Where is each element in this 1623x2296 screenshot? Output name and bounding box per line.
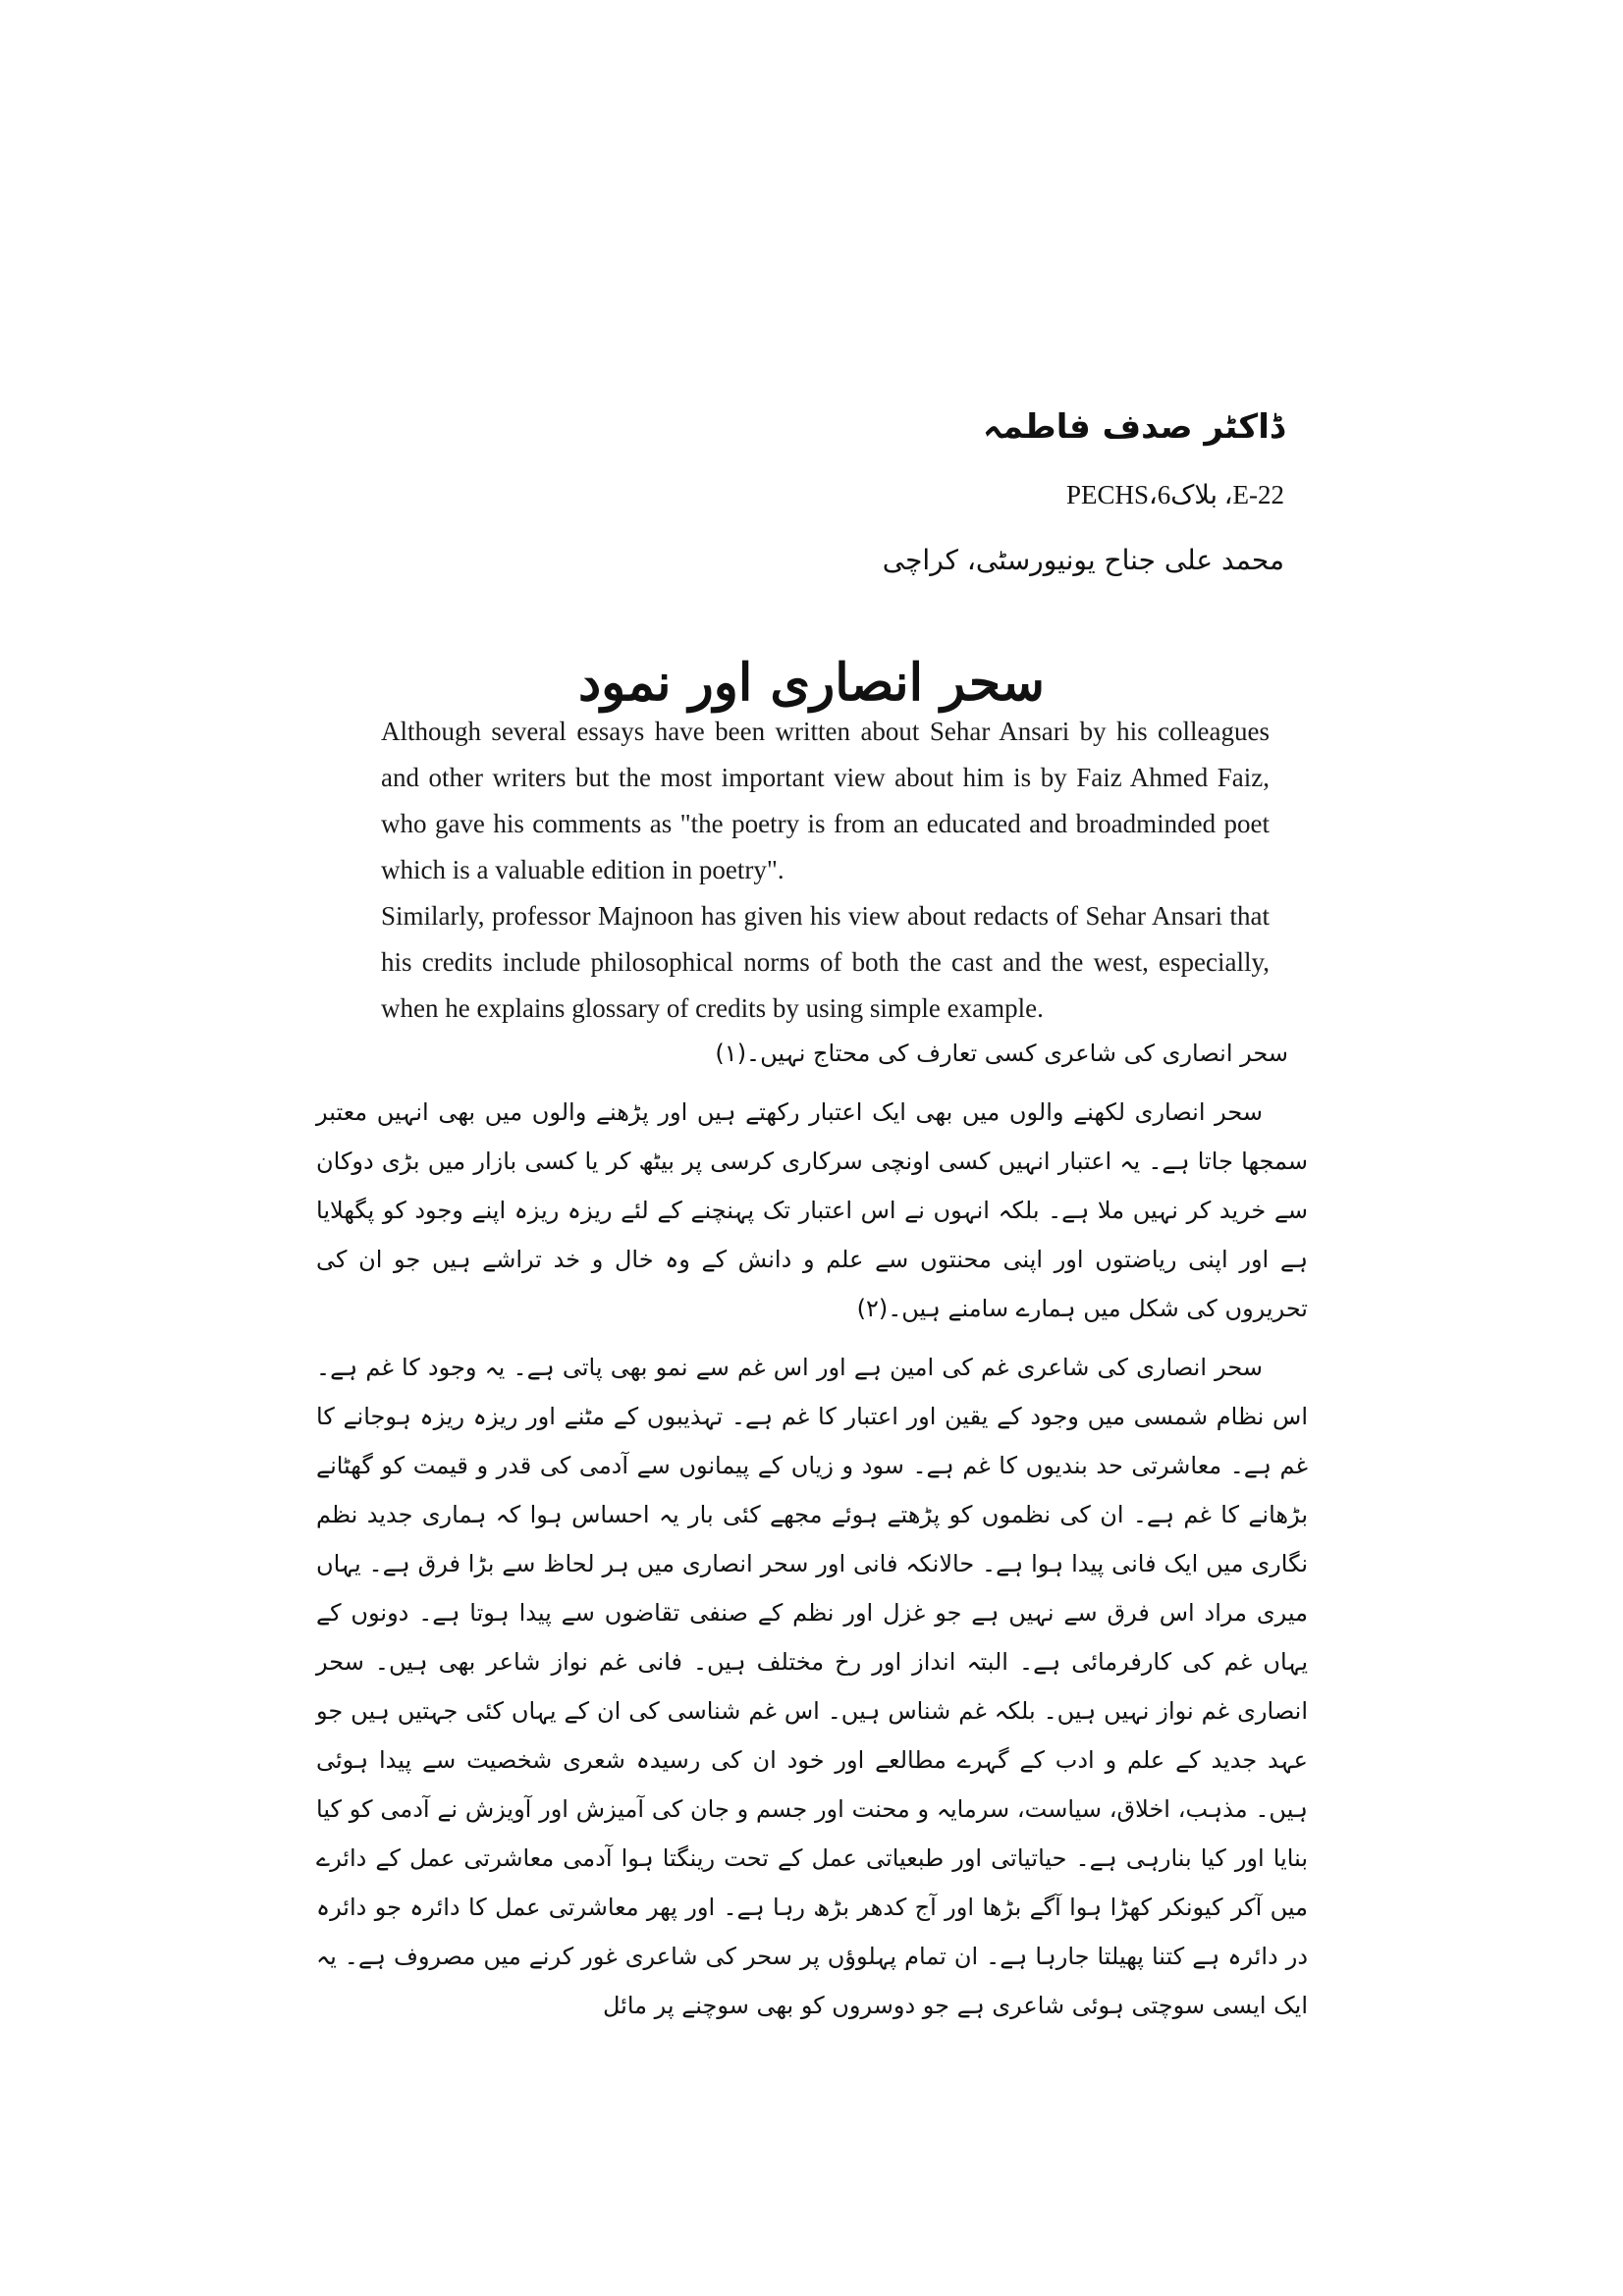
author-name: ڈاکٹر صدف فاطمہ [982,407,1284,447]
author-affiliation: محمد علی جناح یونیورسٹی، کراچی [882,544,1284,576]
urdu-body-text [316,1029,1308,2040]
english-abstract [381,709,1270,1032]
author-address: 22-E، بلاک6،PECHS [1065,480,1284,509]
author-block [597,404,1284,581]
article-title: سحر انصاری اور نمود [577,653,1046,713]
body-paragraph: سحر انصاری لکھنے والوں میں بھی ایک اعتبار رکھتے ہیں اور پڑھنے والوں میں بھی انہیں معتبر سمجھا جاتا ہے۔ یہ اعتبار انہیں کسی اونچی سرکاری کرسی پر بیٹھ کر یا کسی بازار میں بڑی دوکان سے خرید کر نہیں ملا ہے۔ بلکہ انہوں نے اس اعتبار تک پہنچنے کے لئے ریزہ ریزہ اپنے وجود کو پگھلایا ہے اور اپنی ریاضتوں اور اپنی محنتوں سے علم و دانش کے وہ خال و خد تراشے ہیں جو ان کی تحریروں کی شکل میں ہمارے سامنے ہیں۔(۲) [316,1098,1308,1322]
body-paragraph: سحر انصاری کی شاعری غم کی امین ہے اور اس غم سے نمو بھی پاتی ہے۔ یہ وجود کا غم ہے۔ اس نظام شمسی میں وجود کے یقین اور اعتبار کا غم ہے۔ تہذیبوں کے مٹنے اور ریزہ ریزہ ہوجانے کا غم ہے۔ معاشرتی حد بندیوں کا غم ہے۔ سود و زیاں کے پیمانوں سے آدمی کی قدر و قیمت کو گھٹانے بڑھانے کا غم ہے۔ ان کی نظموں کو پڑھتے ہوئے مجھے کئی بار یہ احساس ہوا کہ ہماری جدید نظم نگاری میں ایک فانی پیدا ہوا ہے۔ حالانکہ فانی اور سحر انصاری میں ہر لحاظ سے بڑا فرق ہے۔ یہاں میری مراد اس فرق سے نہیں ہے جو غزل اور نظم کے صنفی تقاضوں سے پیدا ہوتا ہے۔ دونوں کے یہاں غم کی کارفرمائی ہے۔ البتہ انداز اور رخ مختلف ہیں۔ فانی غم نواز شاعر بھی ہیں۔ سحر انصاری غم نواز نہیں ہیں۔ بلکہ غم شناس ہیں۔ اس غم شناسی کی ان کے یہاں کئی جہتیں ہیں جو عہد جدید کے علم و ادب کے گہرے مطالعے اور خود ان کی رسیدہ شعری شخصیت سے پیدا ہوئی ہیں۔ مذہب، اخلاق، سیاست، سرمایہ و محنت اور جسم و جان کی آمیزش اور آویزش نے آدمی کو کیا بنایا اور کیا بنارہی ہے۔ حیاتیاتی اور طبعیاتی عمل کے تحت رینگتا ہوا آدمی معاشرتی عمل کے دائرے میں آکر کیونکر کھڑا ہوا آگے بڑھا اور آج کدھر بڑھ رہا ہے۔ اور پھر معاشرتی عمل کا دائرہ جو دائرہ در دائرہ ہے کتنا پھیلتا جارہا ہے۔ ان تمام پہلوؤں پر سحر کی شاعری غور کرنے میں مصروف ہے۔ یہ ایک ایسی سوچتی ہوئی شاعری ہے جو دوسروں کو بھی سوچنے پر مائل [316,1354,1309,2019]
abstract-paragraph: Although several essays have been written about Sehar Ansari by his colleagues and other writers but the most important view about him is by Faiz Ahmed Faiz, who gave his comments as "the poetry is from an educated and broadminded poet which is a valuable edition in poetry". [381,717,1270,884]
abstract-paragraph: Similarly, professor Majnoon has given his view about redacts of Sehar Ansari that his credits include philosophical norms of both the cast and the west, especially, when he explains glossary of credits by using simple example. [381,901,1270,1023]
body-paragraph: سحر انصاری کی شاعری کسی تعارف کی محتاج نہیں۔(۱) [715,1040,1288,1067]
